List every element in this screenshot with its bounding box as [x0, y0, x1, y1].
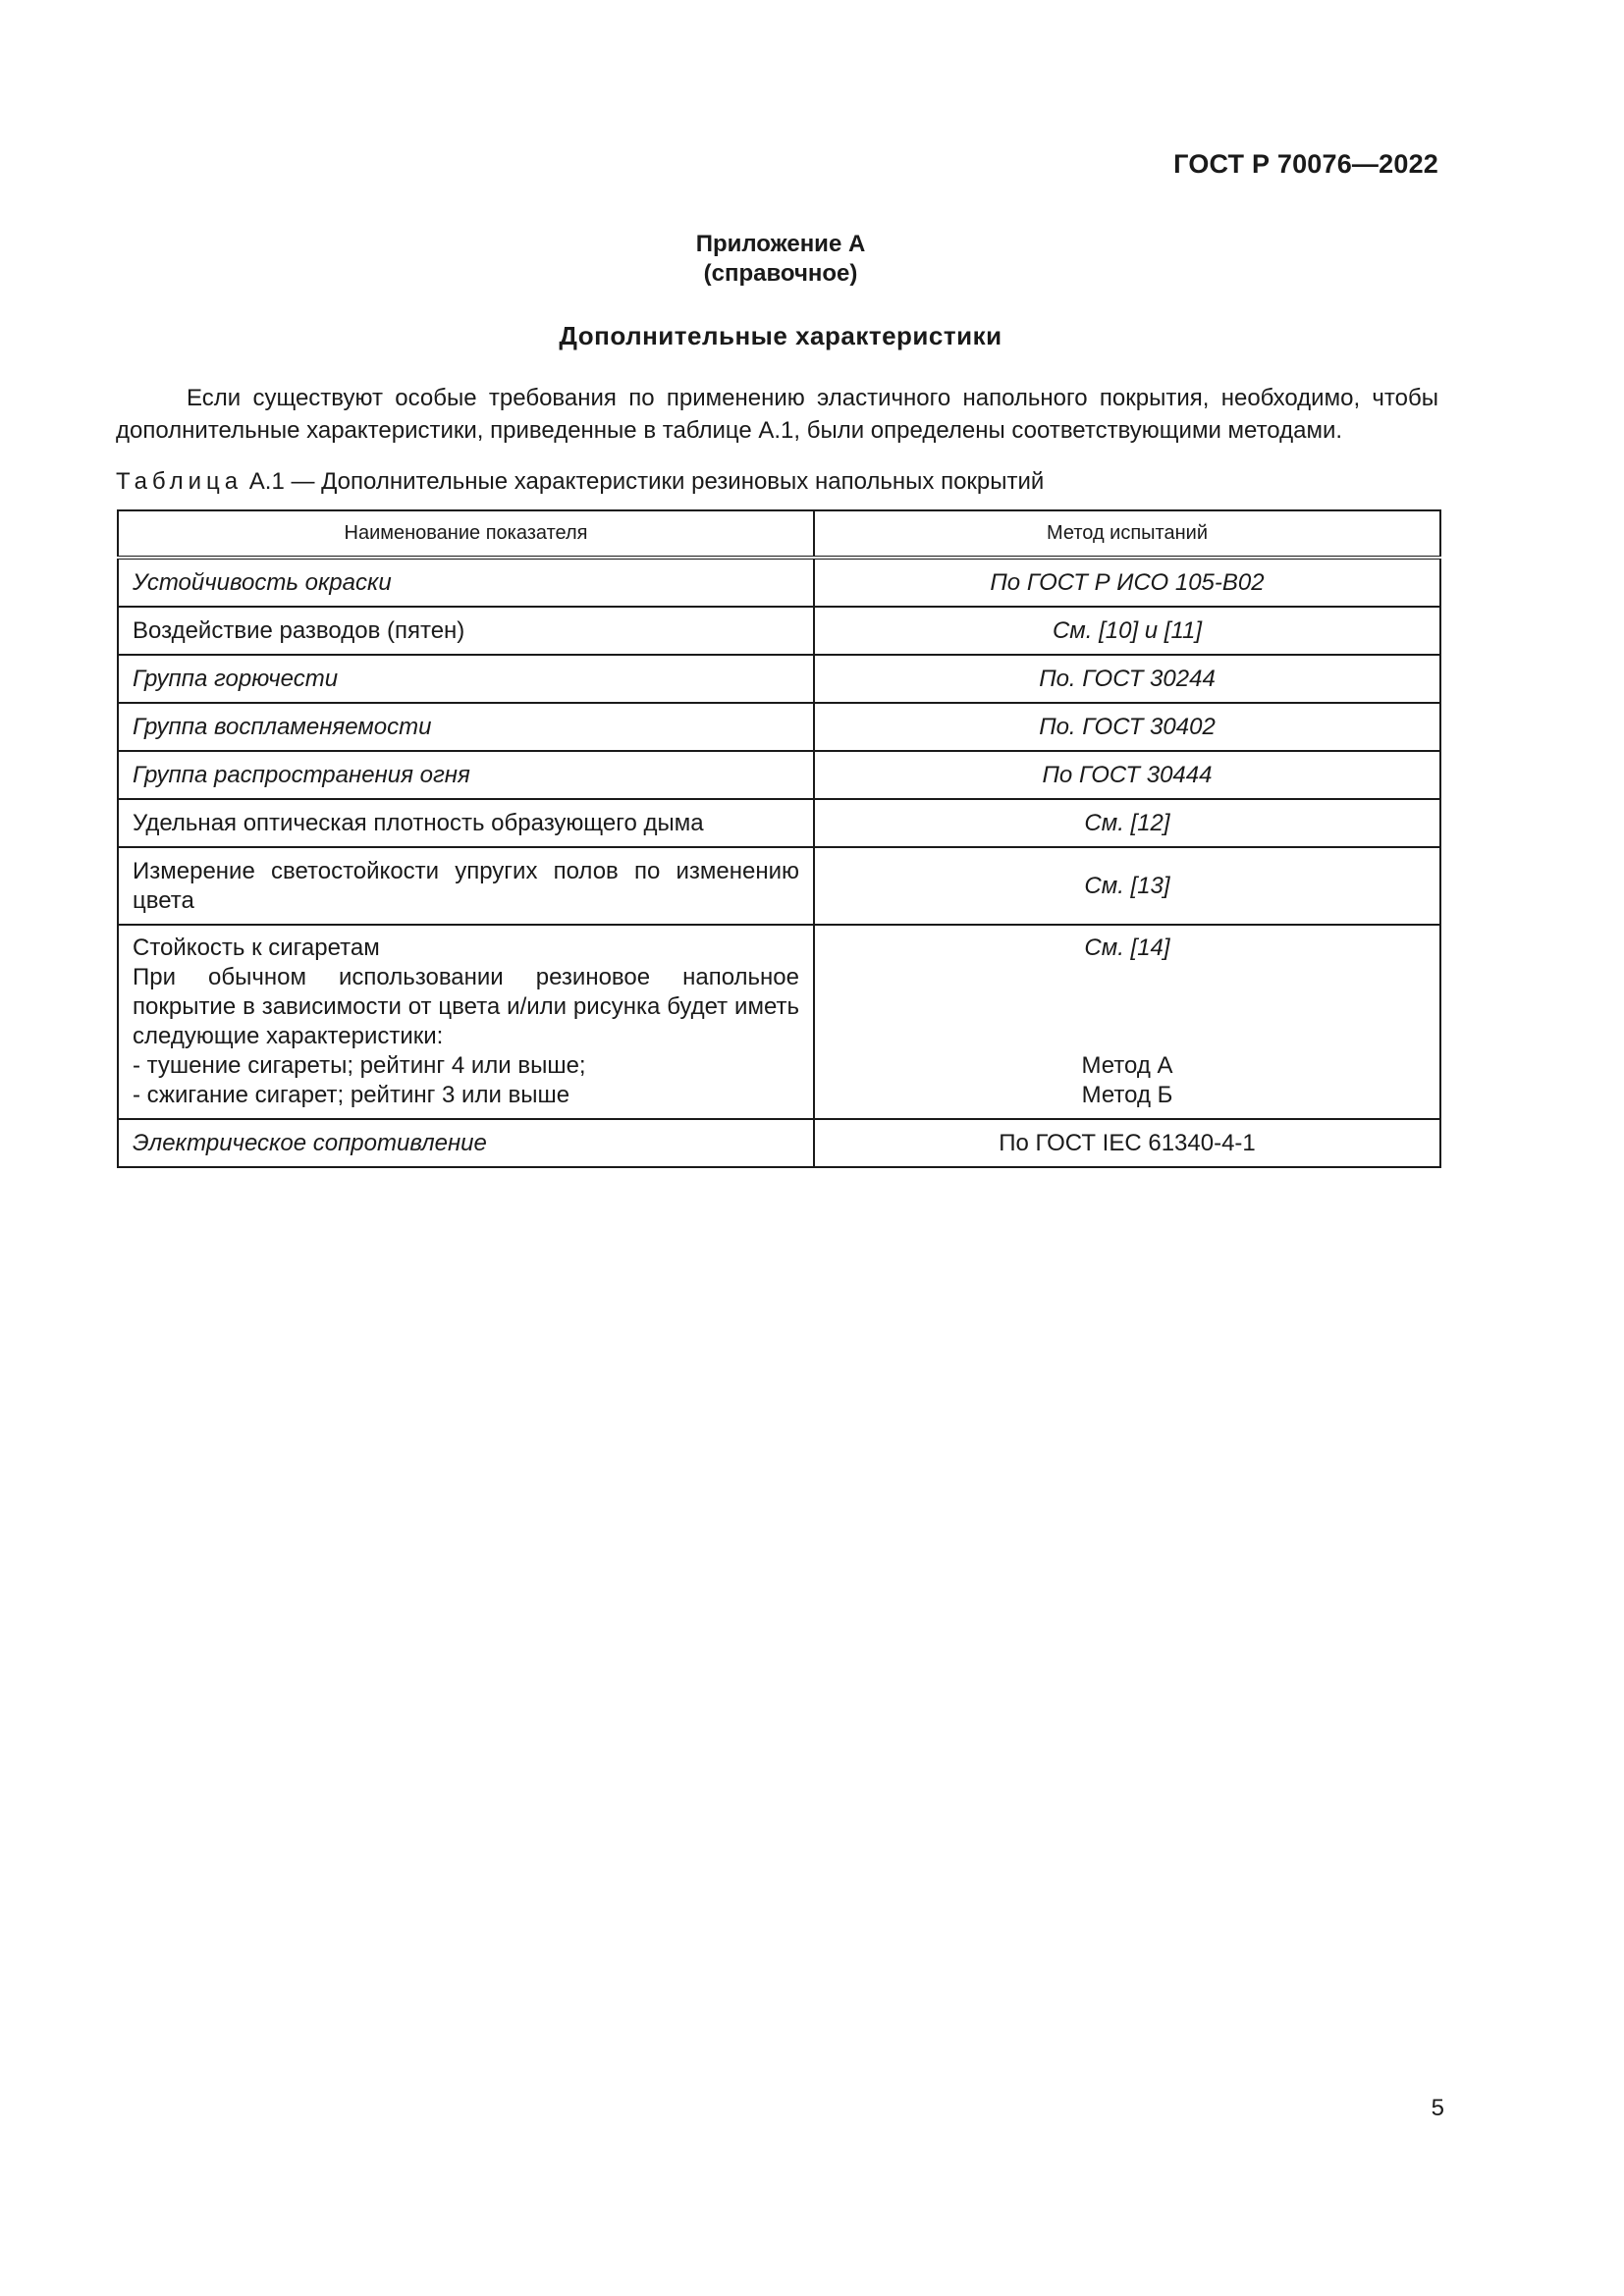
page-number: 5	[1431, 2095, 1444, 2121]
row-indicator: Группа горючести	[118, 655, 814, 703]
table-row	[118, 751, 1440, 799]
row-method: По ГОСТ IEC 61340-4-1	[814, 1119, 1440, 1167]
characteristics-table	[117, 509, 1441, 1168]
row-method: По ГОСТ Р ИСО 105-В02	[814, 558, 1440, 607]
cigarette-method-cell	[814, 925, 1440, 1119]
table-caption-text: А.1 — Дополнительные характеристики резиновых напольных покрытий	[243, 468, 1045, 495]
table-row-cigarette	[118, 925, 1440, 1119]
section-heading: Дополнительные характеристики	[559, 321, 1002, 350]
cigarette-indicator-cell	[118, 925, 814, 1119]
appendix-title-block	[0, 230, 1561, 289]
header-method: Метод испытаний	[814, 510, 1440, 558]
table-row	[118, 558, 1440, 607]
cigarette-method-2: Метод Б	[1081, 1082, 1173, 1108]
cigarette-method-ref: См. [14]	[1084, 934, 1170, 961]
row-method: См. [12]	[814, 799, 1440, 847]
row-method: По ГОСТ 30444	[814, 751, 1440, 799]
intro-paragraph: Если существуют особые требования по применению эластичного напольного покрытия, необходимо, чтобы дополнительные характеристики, приведенные в таблице А.1, были определены соответствующими методами.	[116, 385, 1438, 444]
row-indicator: Измерение светостойкости упругих полов по изменению цвета	[118, 847, 814, 925]
row-indicator: Устойчивость окраски	[118, 558, 814, 607]
table-caption-label: Таблица	[116, 468, 244, 495]
cigarette-item-2: - сжигание сигарет; рейтинг 3 или выше	[133, 1082, 570, 1108]
cigarette-method-1: Метод А	[1081, 1052, 1173, 1079]
row-indicator: Воздействие разводов (пятен)	[118, 607, 814, 655]
table-row	[118, 607, 1440, 655]
cigarette-title: Стойкость к сигаретам	[133, 934, 380, 961]
row-method: По. ГОСТ 30402	[814, 703, 1440, 751]
cigarette-item-1: - тушение сигареты; рейтинг 4 или выше;	[133, 1052, 586, 1079]
table-header-row	[118, 510, 1440, 558]
row-indicator: Электрическое сопротивление	[118, 1119, 814, 1167]
row-indicator: Группа воспламеняемости	[118, 703, 814, 751]
row-indicator: Группа распространения огня	[118, 751, 814, 799]
cigarette-description: При обычном использовании резиновое напольное покрытие в зависимости от цвета и/или рисунка будет иметь следующие характеристики:	[133, 964, 799, 1049]
row-indicator: Удельная оптическая плотность образующего дыма	[118, 799, 814, 847]
document-code: ГОСТ Р 70076—2022	[1173, 149, 1438, 179]
row-method: По. ГОСТ 30244	[814, 655, 1440, 703]
row-method: См. [10] и [11]	[814, 607, 1440, 655]
appendix-title: Приложение А	[695, 231, 866, 257]
table-row	[118, 799, 1440, 847]
header-indicator: Наименование показателя	[118, 510, 814, 558]
appendix-subtitle: (справочное)	[703, 260, 858, 287]
table-row	[118, 703, 1440, 751]
table-row	[118, 1119, 1440, 1167]
table-caption	[116, 468, 1044, 496]
table-row	[118, 655, 1440, 703]
table-row	[118, 847, 1440, 925]
row-method: См. [13]	[814, 847, 1440, 925]
